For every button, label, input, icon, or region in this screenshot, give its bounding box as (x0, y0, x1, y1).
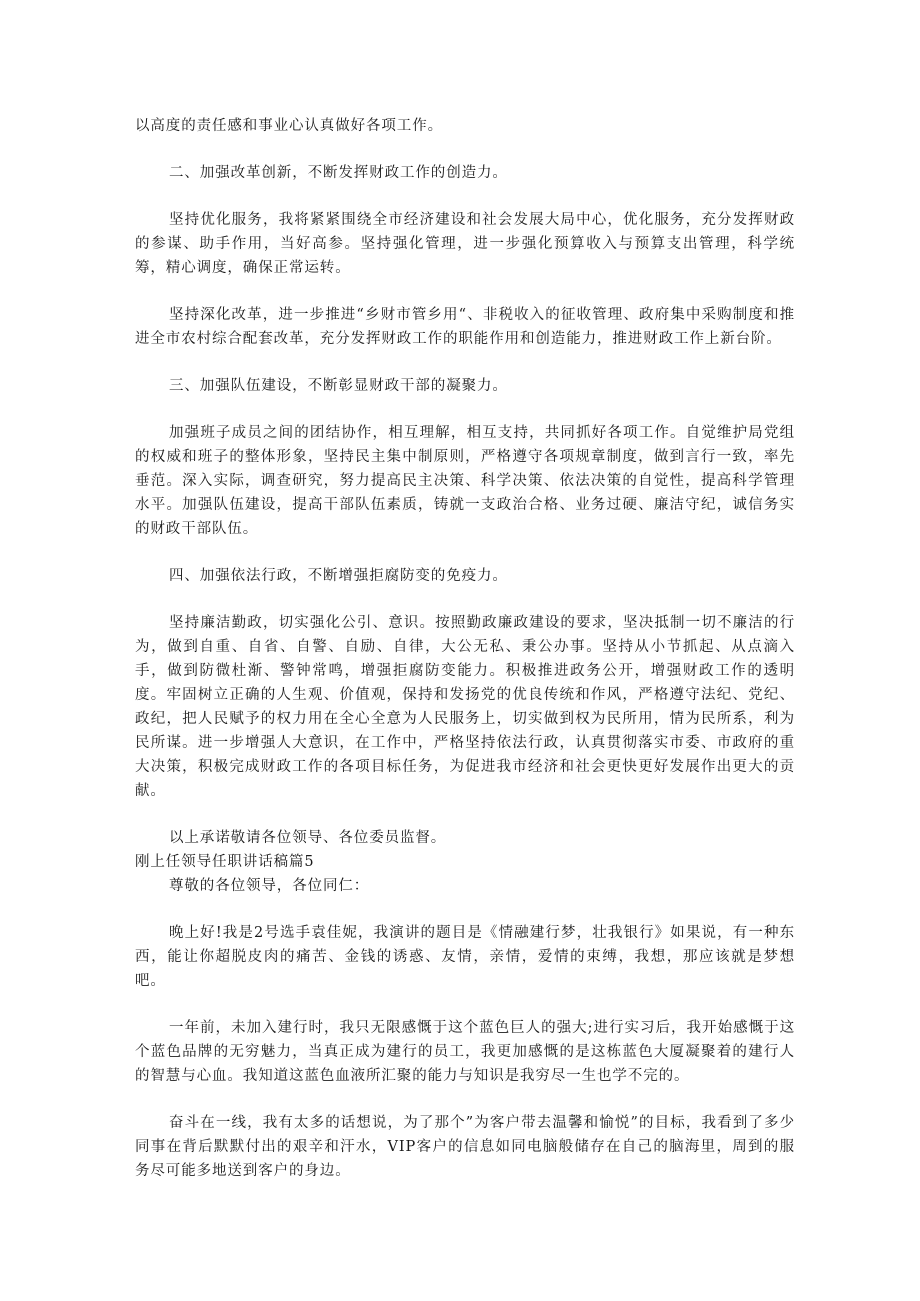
paragraph: 坚持廉洁勤政，切实强化公引、意识。按照勤政廉政建设的要求，坚决抵制一切不廉洁的行为，做到自重、自省、自警、自励、自律，大公无私、秉公办事。坚持从小节抓起、从点滴入手，做到防微杜渐、警钟常鸣，增强拒腐防变能力。积极推进政务公开，增强财政工作的透明度。牢固树立正确的人生观、价值观，保持和发扬党的优良传统和作风，严格遵守法纪、党纪、政纪，把人民赋予的权力用在全心全意为人民服务上，切实做到权为民所用，情为民所系，利为民所谋。进一步增强人大意识，在工作中，严格坚持依法行政，认真贯彻落实市委、市政府的重大决策，积极完成财政工作的各项目标任务，为促进我市经济和社会更快更好发展作出更大的贡献。 (135, 615, 795, 799)
paragraph: 坚持优化服务，我将紧紧围绕全市经济建设和社会发展大局中心，优化服务，充分发挥财政的参谋、助手作用，当好高参。坚持强化管理，进一步强化预算收入与预算支出管理，科学统筹，精心调度，确保正常运转。 (135, 212, 795, 276)
paragraph: 坚持深化改革，进一步推进“乡财市管乡用“、非税收入的征收管理、政府集中采购制度和推进全市农村综合配套改革，充分发挥财政工作的职能作用和创造能力，推进财政工作上新台阶。 (135, 307, 795, 347)
document-page (135, 114, 795, 1183)
paragraph: 奋斗在一线，我有太多的话想说，为了那个”为客户带去温馨和愉悦”的目标，我看到了多少同事在背后默默付出的艰辛和汗水，VIP客户的信息如同电脑般储存在自己的脑海里，周到的服务尽可能多地送到客户的身边。 (135, 1115, 795, 1179)
paragraph: 加强班子成员之间的团结协作，相互理解，相互支持，共同抓好各项工作。自觉维护局党组的权威和班子的整体形象，坚持民主集中制原则，严格遵守各项规章制度，做到言行一致，率先垂范。深入实际，调查研究，努力提高民主决策、科学决策、依法决策的自觉性，提高科学管理水平。加强队伍建设，提高干部队伍素质，铸就一支政治合格、业务过硬、廉洁守纪，诚信务实的财政干部队伍。 (135, 425, 795, 537)
section-heading: 四、加强依法行政，不断增强拒腐防变的免疫力。 (169, 568, 508, 584)
paragraph: 以高度的责任感和事业心认真做好各项工作。 (135, 118, 443, 134)
paragraph: 以上承诺敬请各位领导、各位委员监督。 (169, 830, 447, 846)
paragraph: 晚上好!我是2号选手袁佳妮，我演讲的题目是《情融建行梦，壮我银行》如果说，有一种东西，能让你超脱皮肉的痛苦、金钱的诱惑、友情，亲情，爱情的束缚，我想，那应该就是梦想吧。 (135, 925, 795, 989)
document-title: 刚上任领导任职讲话稿篇5 (135, 854, 315, 870)
paragraph: 一年前，未加入建行时，我只无限感慨于这个蓝色巨人的强大;进行实习后，我开始感慨于这个蓝色品牌的无穷魅力，当真正成为建行的员工，我更加感慨的是这栋蓝色大厦凝聚着的建行人的智慧与心血。我知道这蓝色血液所汇聚的能力与知识是我穷尽一生也学不完的。 (135, 1020, 795, 1084)
section-heading: 二、加强改革创新，不断发挥财政工作的创造力。 (169, 165, 508, 181)
greeting: 尊敬的各位领导，各位同仁： (169, 878, 370, 894)
section-heading: 三、加强队伍建设，不断彰显财政干部的凝聚力。 (169, 378, 508, 394)
